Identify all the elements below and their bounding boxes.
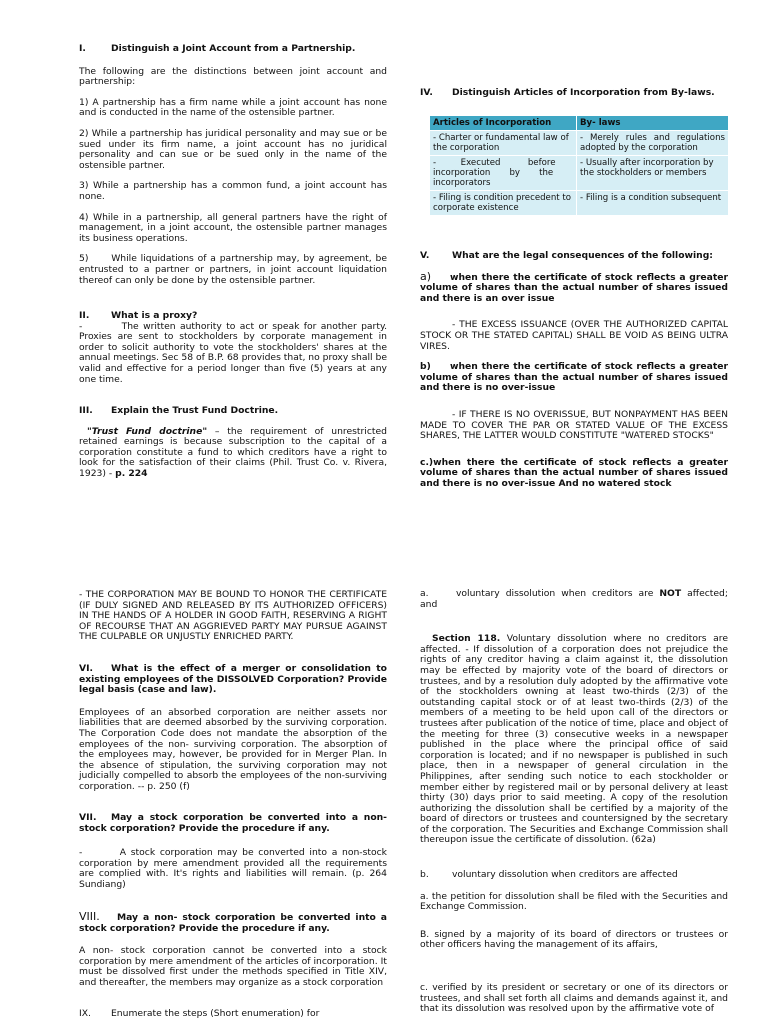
table-header-row bbox=[430, 116, 728, 131]
dissolution-step-c: c. verified by its president or secretary or one of its directors or trustees, and shall set forth all claims and demands against it, and that its dissolution was resolved upon by the affirmative vote of bbox=[420, 981, 728, 1015]
q9-heading: IX. Enumerate the steps (Short enumeration) for bbox=[79, 1008, 320, 1019]
q7-body: - A stock corporation may be converted into a non-stock corporation by mere amendment provided all the requirements are complied with. It's rights and liabilities will remain. (p. 264 Sundiang) bbox=[79, 847, 390, 890]
q1-point-3: 3) While a partnership has a common fund, a joint account has none. bbox=[79, 180, 387, 202]
q1-intro: The following are the distinctions between joint account and partnership: bbox=[79, 65, 387, 88]
table-header-cell: Articles of Incorporation bbox=[430, 116, 577, 131]
q5-c-question: c.)when there the certificate of stock reflects a greater volume of shares than the actual number of shares issued and there is no over-issue And no watered stock bbox=[420, 456, 728, 489]
table-cell: - Filing is a condition subsequent bbox=[577, 190, 729, 215]
lower-left-block bbox=[79, 590, 387, 643]
q3-heading: III. Explain the Trust Fund Doctrine. bbox=[79, 405, 279, 416]
q1-point-5: 5) While liquidations of a partnership may, by agreement, be entrusted to a partner or partners, in joint account liquidation thereof can only be done by the ostensible partner. bbox=[79, 253, 390, 286]
articles-vs-bylaws-table bbox=[430, 116, 728, 215]
table-header-cell: By- laws bbox=[577, 116, 729, 131]
q5-block bbox=[420, 251, 728, 490]
q4-heading: IV. Distinguish Articles of Incorporation from By-laws. bbox=[420, 87, 715, 98]
q5-b-question: b) when there the certificate of stock reflects a greater volume of shares than the actual number of shares issued and there is no over-issue bbox=[420, 361, 728, 394]
q7-heading: VII. May a stock corporation be converted into a non-stock corporation? Provide the procedure if any. bbox=[79, 812, 387, 834]
dissolution-b-block bbox=[420, 870, 728, 1015]
table-cell: - Charter or fundamental law of the corporation bbox=[430, 130, 577, 155]
table-row bbox=[430, 155, 728, 190]
q2-heading: II. What is a proxy? bbox=[79, 310, 198, 321]
q3-term: "Trust Fund doctrine" bbox=[87, 425, 208, 437]
q8-heading: VIII. May a non- stock corporation be converted into a stock corporation? Provide the procedure if any. bbox=[79, 910, 387, 934]
q3-body: "Trust Fund doctrine" – the requirement of unrestricted retained earnings is because subscription to the capital of a corporation constitute a fund to which creditors have a right to look for the satisfaction of their claims (Phil. Trust Co. v. Rivera, 1923) - p. 224 bbox=[79, 425, 387, 479]
q2-body: - The written authority to act or speak for another party. Proxies are sent to stockholders by corporate management in order to solicit authority to vote the stockholders' shares at the annual meetings. Sec 58 of B.P. 68 provides that, no proxy shall be valid and effective for a period longer than five (5) years at any one time. bbox=[79, 320, 390, 385]
table-cell: - Merely rules and regulations adopted by the corporation bbox=[577, 130, 729, 155]
table-row bbox=[430, 190, 728, 215]
table-cell: - Executed before incorporation by the incorporators bbox=[430, 155, 577, 190]
q4-block bbox=[420, 88, 728, 215]
q9-block bbox=[79, 1009, 387, 1020]
q6-block bbox=[79, 664, 387, 793]
q3-block bbox=[79, 406, 387, 480]
corp-bound-answer: - THE CORPORATION MAY BE BOUND TO HONOR THE CERTIFICATE (IF DULY SIGNED AND RELEASED BY ITS AUTHORIZED OFFICERS) IN THE HANDS OF A HOLDER IN GOOD FAITH, RESERVING A RIGHT OF RECOURSE THAT AN AGGRIEVED PARTY MAY PURSUE AGAINST THE CULPABLE OR UNJUSTLY ENRICHED PARTY. bbox=[79, 589, 387, 643]
q1-point-4: 4) While in a partnership, all general partners have the right of management, in a joint account, the ostensible partner manages its business operations. bbox=[79, 211, 387, 244]
q1-heading: I. Distinguish a Joint Account from a Partnership. bbox=[79, 43, 356, 54]
q1-point-2: 2) While a partnership has juridical personality and may sue or be sued under its firm name, a joint account has no juridical personality and can sue or be sued only in the name of the ostensible partner. bbox=[79, 127, 387, 171]
dissolution-block bbox=[420, 589, 728, 846]
q1-point-1: 1) A partnership has a firm name while a joint account has none and is conducted in the name of the ostensible partner. bbox=[79, 96, 387, 119]
q8-body: A non- stock corporation cannot be converted into a stock corporation by mere amendment of the articles of incorporation. It must be dissolved first under the methods specified in Title XIV, and thereafter, the members may organize as a stock corporation bbox=[79, 945, 387, 988]
q2-block bbox=[79, 310, 390, 385]
q5-heading: V. What are the legal consequences of the following: bbox=[420, 250, 713, 261]
table-cell: - Filing is condition precedent to corporate existence bbox=[430, 190, 577, 215]
dissolution-step-a: a. the petition for dissolution shall be filed with the Securities and Exchange Commission. bbox=[420, 890, 728, 913]
q5-a-answer: - THE EXCESS ISSUANCE (OVER THE AUTHORIZED CAPITAL STOCK OR THE STATED CAPITAL) SHALL BE VOID AS BEING ULTRA VIRES. bbox=[420, 319, 728, 352]
dissolution-a: a. voluntary dissolution when creditors are NOT affected; and bbox=[420, 588, 728, 610]
q6-heading: VI. What is the effect of a merger or consolidation to existing employees of the DISSOLVED Corporation? Provide legal basis (case and law). bbox=[79, 663, 387, 696]
q6-body: Employees of an absorbed corporation are neither assets nor liabilities that are deemed absorbed by the surviving corporation. The Corporation Code does not mandate the absorption of the employees of the non- surviving corporation. The absorption of the employees may, however, be provided for in Merger Plan. In the absence of stipulation, the surviving corporation may not judicially compelled to absorb the employees of the non-surviving corporation. -- p. 250 (f) bbox=[79, 706, 387, 792]
q3-page: p. 224 bbox=[115, 467, 148, 479]
q5-b-answer: - IF THERE IS NO OVERISSUE, BUT NONPAYMENT HAS BEEN MADE TO COVER THE PAR OR STATED VALUE OF THE EXCESS SHARES, THE LATTER WOULD CONSTITUTE "WATERED STOCKS" bbox=[420, 408, 728, 442]
dissolution-step-b: B. signed by a majority of its board of directors or trustees or other officers having the management of its affairs, bbox=[420, 928, 728, 951]
q8-block bbox=[79, 912, 387, 989]
q5-a-question: a) when there the certificate of stock reflects a greater volume of shares than the actual number of shares issued and there is an over issue bbox=[420, 269, 728, 304]
q7-block bbox=[79, 812, 390, 891]
table-row bbox=[430, 130, 728, 155]
dissolution-b: b. voluntary dissolution when creditors are affected bbox=[420, 869, 678, 880]
table-cell: - Usually after incorporation by the stockholders or members bbox=[577, 155, 729, 190]
q1-block bbox=[79, 43, 390, 286]
section-118: Section 118. Voluntary dissolution where no creditors are affected. - If dissolution of a corporation does not prejudice the rights of any creditor having a claim against it, the dissolution may be effected by majority vote of the board of directors or trustees, and by a resolution duly adopted by the affirmative vote of the stockholders owning at least two-thirds (2/3) of the outstanding capital stock or of at least two-thirds (2/3) of the members of a meeting to be held upon call of the directors or trustees after publication of the notice of time, place and object of the meeting for three (3) consecutive weeks in a newspaper published in the place where the principal office of said corporation is located; and if no newspaper is published in such place, then in a newspaper of general circulation in the Philippines, after sending such notice to each stockholder or member either by registered mail or by personal delivery at least thirty (30) days prior to said meeting. A copy of the resolution authorizing the dissolution shall be certified by a majority of the board of directors or trustees and countersigned by the secretary of the corporation. The Securities and Exchange Commission shall thereupon issue the certificate of dissolution. (62a) bbox=[420, 633, 728, 846]
